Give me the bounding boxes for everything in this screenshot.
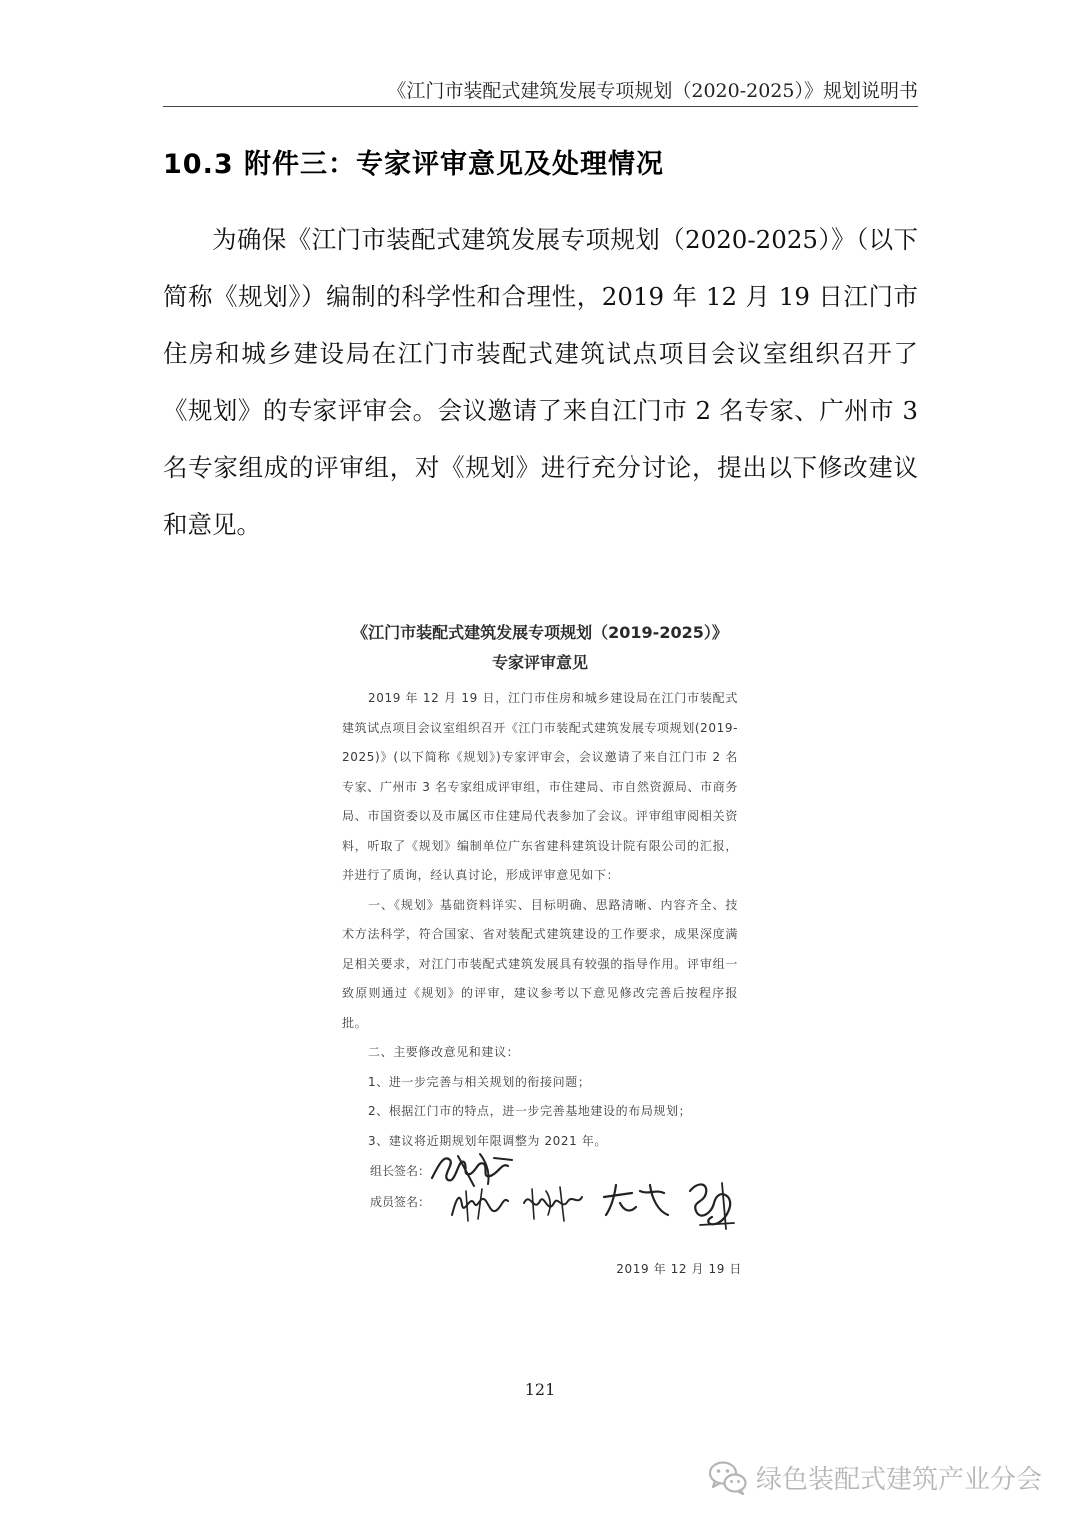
leader-signature-label: 组长签名： [370, 1164, 431, 1178]
scan-paragraph-1: 2019 年 12 月 19 日，江门市住房和城乡建设局在江门市装配式建筑试点项目会议室组织召开《江门市装配式建筑发展专项规划(2019-2025)》(以下简称《规划》)专家评审会，会议邀请了来自江门市 2 名专家、广州市 3 名专家组成评审组，市住建局、市自然资源局、市商务局、市国资委以及市属区市住建局代表参加了会议。评审组审阅相关资料，听取了《规划》编制单位广东省建科建筑设计院有限公司的汇报，并进行了质询，经认真讨论，形成评审意见如下： [342, 691, 738, 882]
watermark-text: 绿色装配式建筑产业分会 [756, 1464, 1043, 1495]
scanned-review-document [330, 618, 750, 1298]
member-signature-3 [600, 1181, 672, 1221]
scan-subtitle: 专家评审意见 [491, 653, 588, 672]
intro-paragraph: 为确保《江门市装配式建筑发展专项规划（2020-2025）》（以下简称《规划》）编制的科学性和合理性，2019 年 12 月 19 日江门市住房和城乡建设局在江门市装配式建筑试点项目会议室组织召开了《规划》的专家评审会。会议邀请了来自江门市 2 名专家、广州市 3 名专家组成的评审组，对《规划》进行充分讨论，提出以下修改建议和意见。 [163, 225, 918, 539]
scan-item-1: 1、进一步完善与相关规划的衔接问题； [368, 1074, 591, 1089]
scan-paragraph-3: 二、主要修改意见和建议： [368, 1045, 520, 1059]
scan-item-2: 2、根据江门市的特点，进一步完善基地建设的布局规划； [368, 1104, 692, 1118]
wechat-icon [706, 1455, 750, 1499]
members-signature-row [330, 1187, 750, 1218]
leader-signature [428, 1146, 518, 1190]
scan-body [342, 684, 738, 1156]
scan-item-3: 3、建议将近期规划年限调整为 2021 年。 [368, 1133, 608, 1148]
page-header: 《江门市装配式建筑发展专项规划（2020-2025）》规划说明书 [387, 80, 918, 102]
members-signature-label: 成员签名： [370, 1195, 431, 1209]
scan-paragraph-2: 一、《规划》基础资料详实、目标明确、思路清晰、内容齐全、技术方法科学，符合国家、省对装配式建筑建设的工作要求，成果深度满足相关要求，对江门市装配式建筑发展具有较强的指导作用。评审组一致原则通过《规划》的评审，建议参考以下意见修改完善后按程序报批。 [342, 897, 738, 1030]
page-number: 121 [524, 1380, 556, 1399]
member-signature-2 [520, 1183, 586, 1223]
member-signature-4 [682, 1177, 740, 1233]
scan-date: 2019 年 12 月 19 日 [616, 1262, 742, 1276]
header-divider [163, 106, 918, 107]
section-title: 10.3 附件三：专家评审意见及处理情况 [163, 149, 665, 180]
scan-title: 《江门市装配式建筑发展专项规划（2019-2025）》 [352, 623, 728, 642]
member-signature-1 [448, 1185, 510, 1225]
wechat-watermark [706, 1452, 1042, 1502]
